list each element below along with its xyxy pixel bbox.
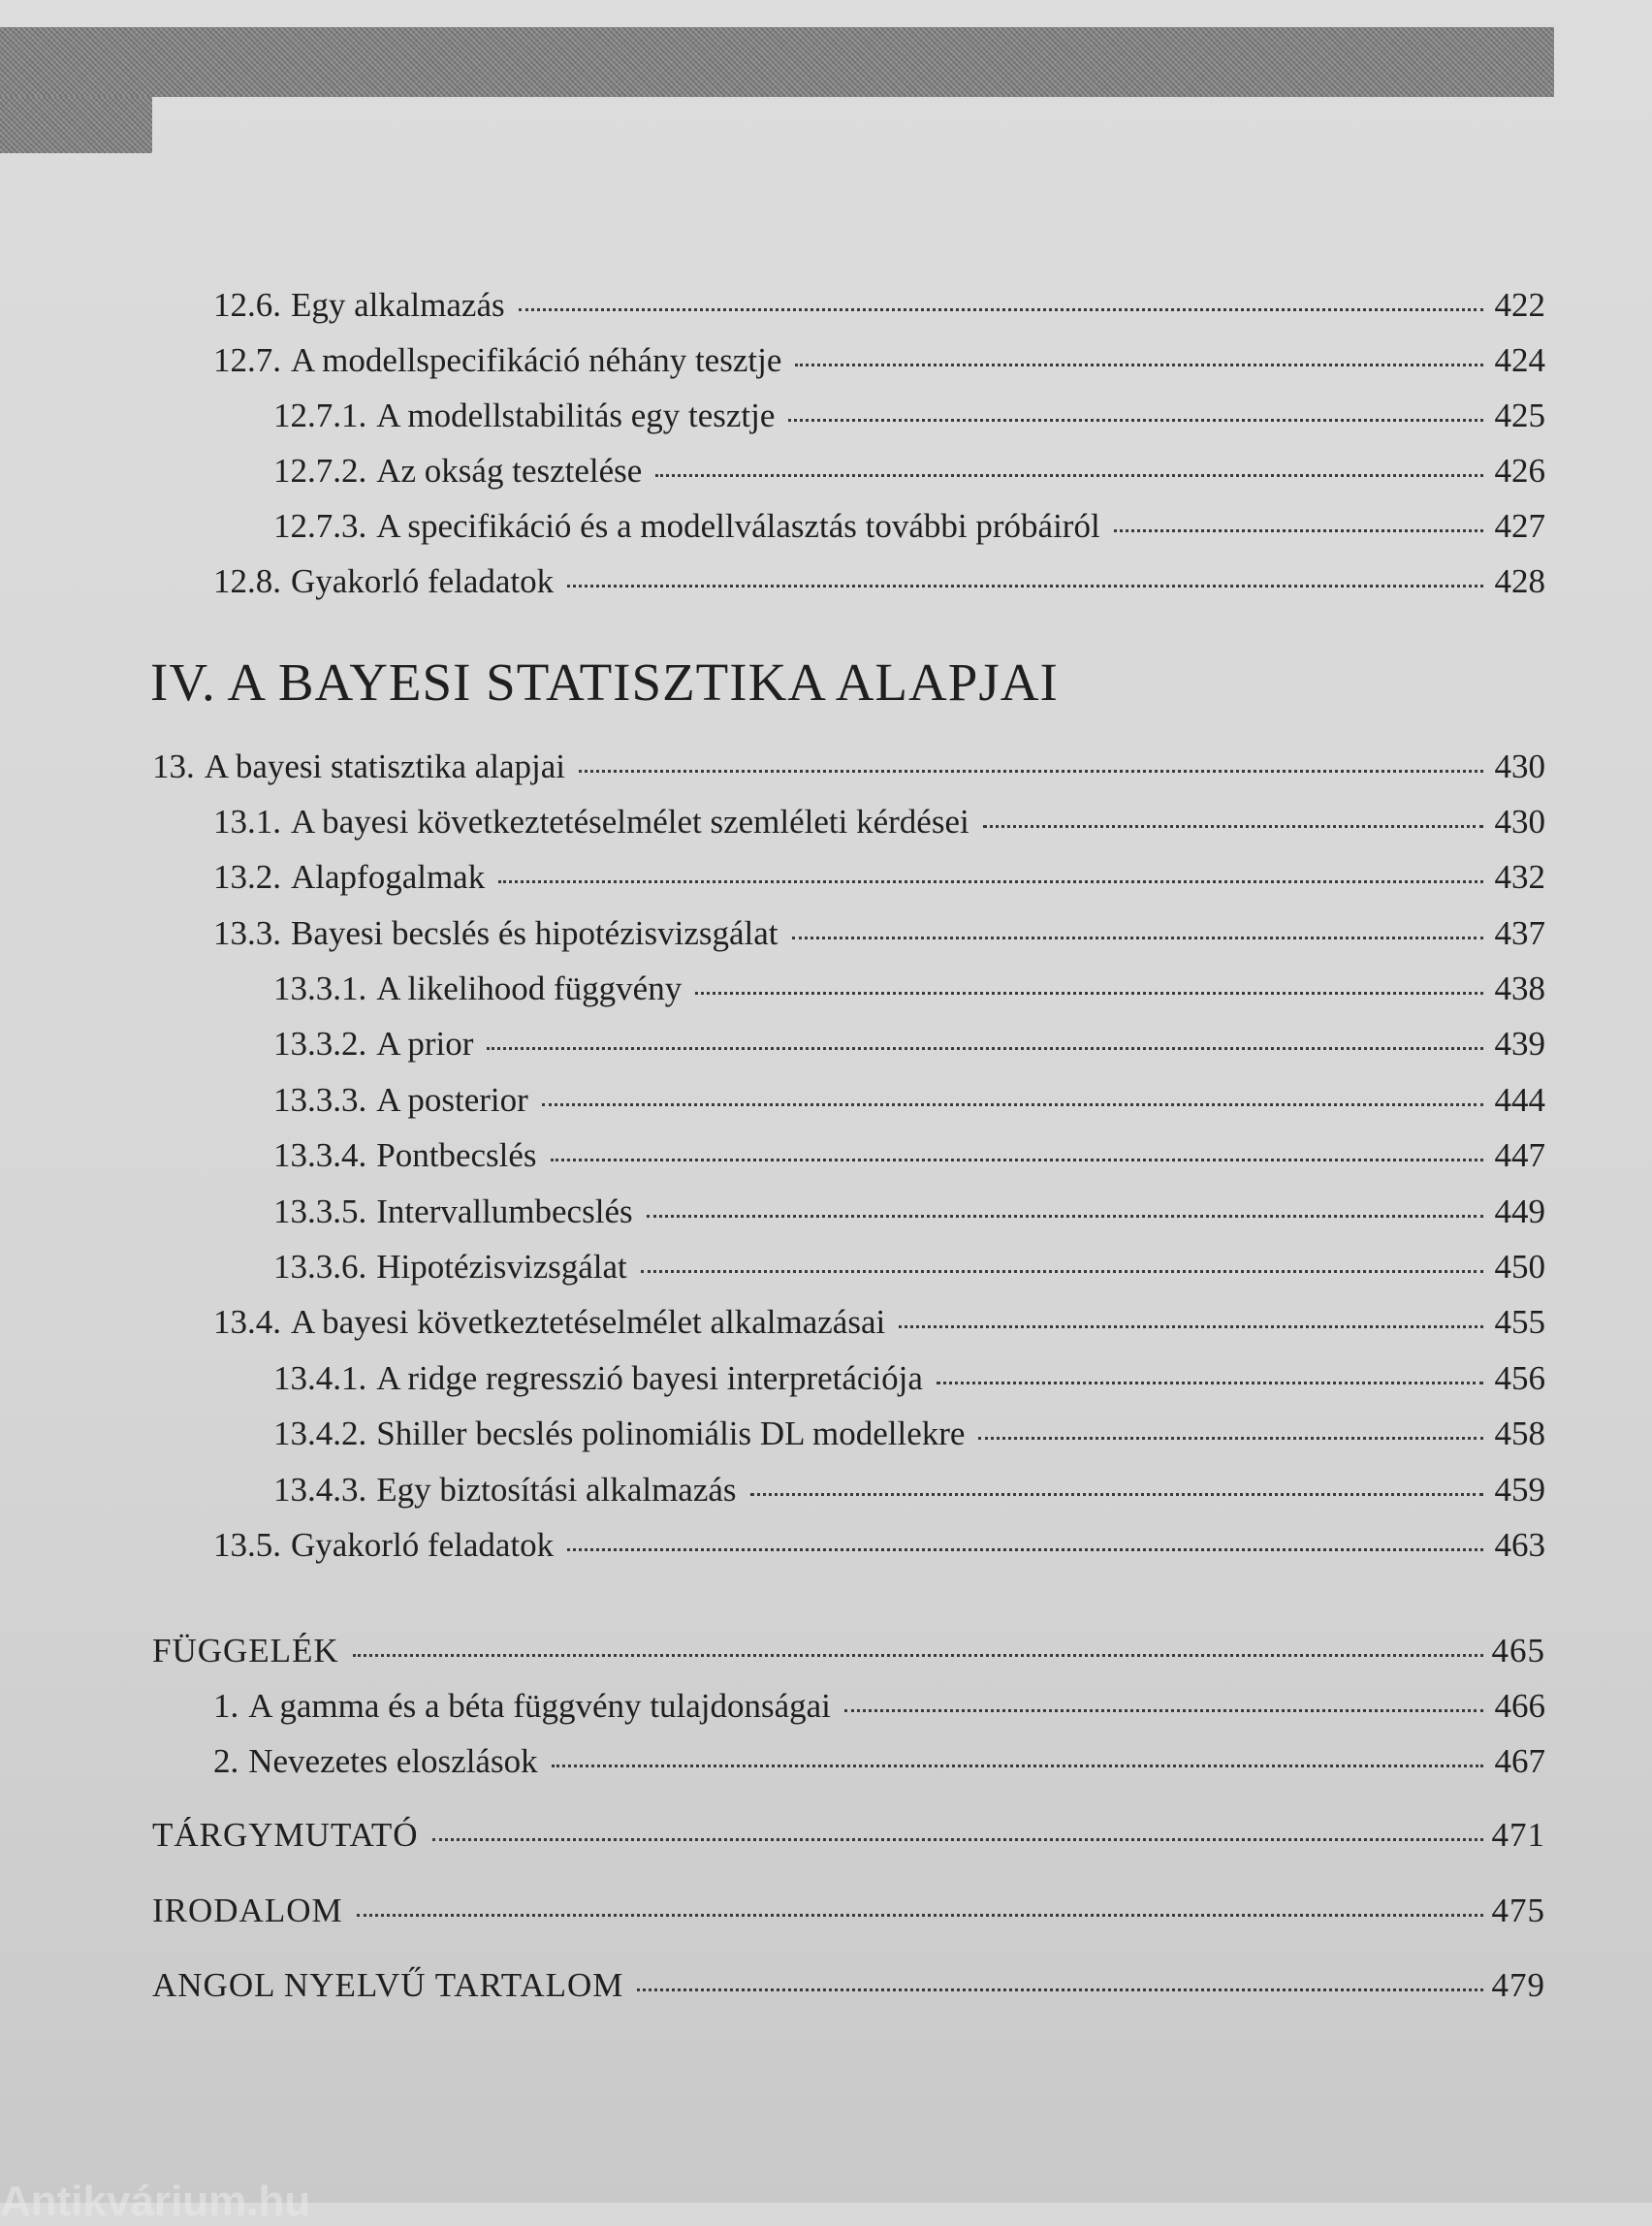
toc-entry-number: 13.3.4. <box>273 1136 367 1174</box>
toc-entry-number: 13.3.6. <box>273 1248 367 1286</box>
toc-entry-title: Gyakorló feladatok <box>291 562 555 600</box>
watermark: Antikvárium.hu <box>0 2178 311 2225</box>
dot-leader <box>637 1988 1483 1991</box>
toc-entry-page: 427 <box>1494 507 1545 545</box>
part-heading: IV. A BAYESI STATISZTIKA ALAPJAI <box>150 652 1059 712</box>
toc-entry <box>213 285 1545 326</box>
toc-entry-page: 428 <box>1494 562 1545 600</box>
toc-entry-title: FÜGGELÉK <box>152 1632 339 1670</box>
toc-entry-title: TÁRGYMUTATÓ <box>152 1816 419 1854</box>
toc-entry-page: 449 <box>1494 1192 1545 1230</box>
dot-leader <box>498 880 1483 883</box>
toc-entry-title: Gyakorló feladatok <box>291 1526 555 1564</box>
dot-leader <box>1114 529 1483 532</box>
toc-entry-title: Pontbecslés <box>376 1136 537 1174</box>
dot-leader <box>750 1493 1483 1496</box>
toc-entry-number: 13.3.3. <box>273 1081 367 1119</box>
toc-entry-page: 437 <box>1494 914 1545 952</box>
dot-leader <box>552 1765 1483 1767</box>
dot-leader <box>353 1654 1483 1657</box>
toc-entry-page: 465 <box>1491 1632 1545 1670</box>
toc-entry-title: A ridge regresszió bayesi interpretációja <box>376 1359 923 1397</box>
toc-entry-number: 1. <box>213 1687 239 1725</box>
toc-entry <box>273 1414 1545 1454</box>
toc-entry-number: 13. <box>152 747 195 785</box>
dot-leader <box>788 419 1483 422</box>
toc-entry-page: 438 <box>1494 970 1545 1007</box>
toc-entry <box>213 857 1545 898</box>
toc-entry-page: 467 <box>1494 1742 1545 1780</box>
toc-entry-number: 13.5. <box>213 1526 281 1564</box>
toc-entry-number: 13.3.5. <box>273 1192 367 1230</box>
dot-leader <box>844 1709 1483 1712</box>
dot-leader <box>899 1325 1483 1328</box>
toc-entry-title: A modellstabilitás egy tesztje <box>376 397 776 434</box>
toc-entry <box>273 1358 1545 1399</box>
toc-entry <box>273 1024 1545 1065</box>
dot-leader <box>567 1548 1483 1551</box>
header-decorative-bar <box>0 27 1554 97</box>
toc-entry-number: 12.7.3. <box>273 507 367 545</box>
dot-leader <box>487 1047 1483 1050</box>
toc-entry-page: 479 <box>1491 1966 1545 2004</box>
dot-leader <box>695 992 1483 995</box>
toc-entry-page: 450 <box>1494 1248 1545 1286</box>
toc-entry <box>273 451 1545 492</box>
toc-entry-title: Nevezetes eloszlások <box>248 1742 538 1780</box>
toc-entry-page: 456 <box>1494 1359 1545 1397</box>
toc-entry-page: 463 <box>1494 1526 1545 1564</box>
dot-leader <box>792 937 1484 939</box>
toc-entry <box>213 913 1545 954</box>
dot-leader <box>551 1159 1483 1161</box>
toc-entry-page: 439 <box>1494 1025 1545 1063</box>
toc-entry-number: 13.3.1. <box>273 970 367 1007</box>
toc-entry-title: A prior <box>376 1025 474 1063</box>
header-decorative-tab <box>0 97 152 153</box>
toc-entry <box>213 561 1545 602</box>
toc-entry <box>152 1891 1545 1931</box>
toc-entry <box>273 1192 1545 1232</box>
toc-entry <box>213 340 1545 381</box>
toc-entry <box>273 1470 1545 1510</box>
dot-leader <box>542 1103 1483 1106</box>
dot-leader <box>357 1914 1483 1917</box>
dot-leader <box>519 308 1483 311</box>
toc-entry-number: 13.4.3. <box>273 1471 367 1509</box>
toc-entry-page: 430 <box>1494 747 1545 785</box>
toc-entry <box>213 1525 1545 1566</box>
toc-entry-page: 422 <box>1494 286 1545 324</box>
toc-entry-page: 455 <box>1494 1303 1545 1341</box>
toc-entry-number: 13.3.2. <box>273 1025 367 1063</box>
toc-entry <box>273 1135 1545 1176</box>
toc-entry-number: 13.2. <box>213 858 281 896</box>
dot-leader <box>983 825 1483 828</box>
dot-leader <box>795 364 1483 366</box>
toc-entry-number: 13.1. <box>213 803 281 841</box>
dot-leader <box>655 474 1483 477</box>
toc-entry-title: A specifikáció és a modellválasztás további próbáiról <box>376 507 1100 545</box>
toc-entry-number: 2. <box>213 1742 239 1780</box>
toc-entry-number: 12.7. <box>213 341 281 379</box>
dot-leader <box>937 1382 1483 1384</box>
toc-entry <box>273 1247 1545 1288</box>
toc-entry-page: 458 <box>1494 1415 1545 1452</box>
toc-entry-page: 426 <box>1494 452 1545 490</box>
toc-entry-number: 13.4.2. <box>273 1415 367 1452</box>
toc-entry-number: 12.7.1. <box>273 397 367 434</box>
toc-entry-title: Hipotézisvizsgálat <box>376 1248 627 1286</box>
dot-leader <box>647 1215 1483 1218</box>
toc-entry-title: Bayesi becslés és hipotézisvizsgálat <box>291 914 778 952</box>
toc-entry-title: A posterior <box>376 1081 528 1119</box>
toc-entry <box>273 506 1545 547</box>
toc-entry-page: 459 <box>1494 1471 1545 1509</box>
toc-entry-page: 471 <box>1491 1816 1545 1854</box>
dot-leader <box>432 1838 1483 1841</box>
toc-entry-page: 425 <box>1494 397 1545 434</box>
toc-entry-page: 475 <box>1491 1892 1545 1929</box>
toc-entry <box>273 396 1545 436</box>
toc-entry <box>273 969 1545 1009</box>
dot-leader <box>641 1270 1483 1273</box>
toc-entry-title: IRODALOM <box>152 1892 343 1929</box>
toc-entry <box>213 1302 1545 1343</box>
toc-entry-title: A bayesi következtetéselmélet alkalmazásai <box>291 1303 886 1341</box>
toc-entry-title: A bayesi következtetéselmélet szemléleti kérdései <box>291 803 969 841</box>
toc-entry-number: 12.8. <box>213 562 281 600</box>
toc-entry-title: Alapfogalmak <box>291 858 486 896</box>
toc-entry-page: 447 <box>1494 1136 1545 1174</box>
toc-entry <box>213 1686 1545 1727</box>
toc-entry-number: 13.4. <box>213 1303 281 1341</box>
toc-entry <box>152 1965 1545 2006</box>
toc-entry-number: 13.3. <box>213 914 281 952</box>
toc-entry <box>152 1631 1545 1671</box>
toc-entry-number: 12.7.2. <box>273 452 367 490</box>
toc-entry-title: A likelihood függvény <box>376 970 683 1007</box>
dot-leader <box>579 770 1483 773</box>
toc-entry-title: Egy alkalmazás <box>291 286 505 324</box>
toc-entry-title: A modellspecifikáció néhány tesztje <box>291 341 782 379</box>
toc-entry-title: Egy biztosítási alkalmazás <box>376 1471 737 1509</box>
toc-entry-title: A gamma és a béta függvény tulajdonságai <box>248 1687 831 1725</box>
toc-entry-title: A bayesi statisztika alapjai <box>204 747 566 785</box>
toc-entry <box>213 802 1545 843</box>
toc-entry <box>273 1080 1545 1121</box>
toc-entry-page: 430 <box>1494 803 1545 841</box>
toc-entry-title: Shiller becslés polinomiális DL modellekre <box>376 1415 966 1452</box>
toc-entry-title: Intervallumbecslés <box>376 1192 633 1230</box>
toc-entry <box>152 747 1545 787</box>
toc-entry-page: 444 <box>1494 1081 1545 1119</box>
toc-entry-number: 13.4.1. <box>273 1359 367 1397</box>
toc-entry <box>152 1815 1545 1856</box>
dot-leader <box>978 1437 1483 1440</box>
toc-entry-page: 432 <box>1494 858 1545 896</box>
toc-entry <box>213 1741 1545 1782</box>
toc-entry-page: 424 <box>1494 341 1545 379</box>
toc-entry-page: 466 <box>1494 1687 1545 1725</box>
dot-leader <box>567 585 1483 588</box>
toc-entry-title: Az okság tesztelése <box>376 452 643 490</box>
toc-entry-number: 12.6. <box>213 286 281 324</box>
toc-entry-title: ANGOL NYELVŰ TARTALOM <box>152 1966 624 2004</box>
